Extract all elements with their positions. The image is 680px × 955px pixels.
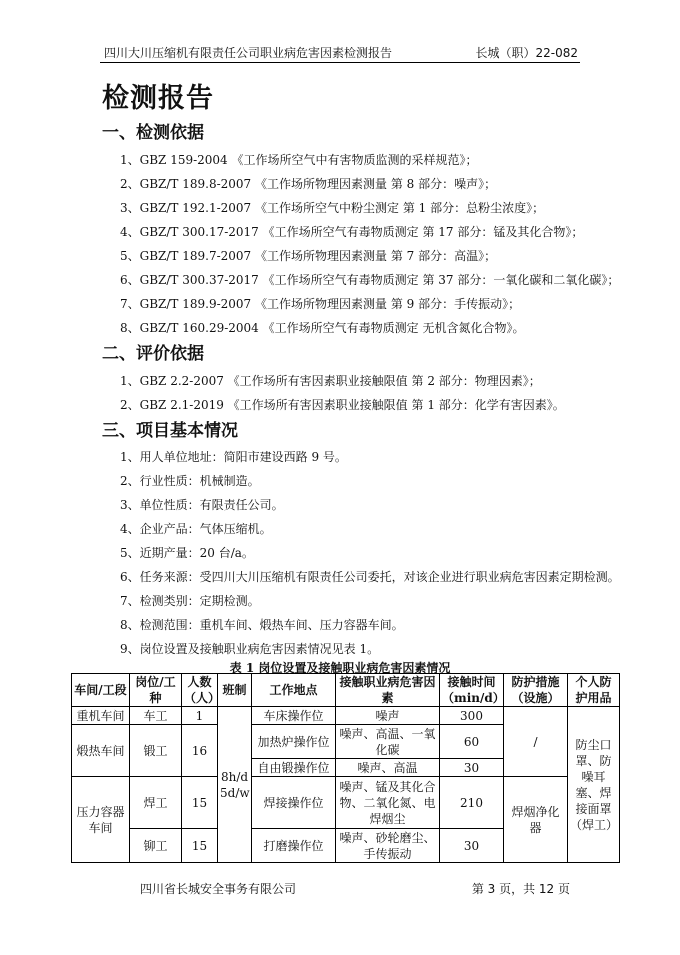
- basis-item: 7、GBZ/T 189.9-2007 《工作场所物理因素测量 第 9 部分：手传振动》；: [120, 297, 521, 311]
- section-basis-heading: 一、检测依据: [102, 123, 204, 143]
- section-project-heading: 三、项目基本情况: [102, 421, 238, 441]
- basis-item: 3、GBZ/T 192.1-2007 《工作场所空气中粉尘测定 第 1 部分：总粉尘浓度》；: [120, 201, 545, 215]
- col-header-time: 接触时间（min/d）: [440, 674, 504, 707]
- basis-item: 4、GBZ/T 300.17-2017 《工作场所空气有毒物质测定 第 17 部分：锰及其化合物》；: [120, 225, 584, 239]
- cell-count: 15: [182, 777, 218, 829]
- project-item: 9、岗位设置及接触职业病危害因素情况见表 1。: [120, 642, 380, 656]
- col-header-protection: 防护措施（设施）: [504, 674, 568, 707]
- footer-company: 四川省长城安全事务有限公司: [140, 882, 297, 896]
- cell-workshop: 压力容器车间: [72, 777, 130, 863]
- project-item: 1、用人单位地址：简阳市建设西路 9 号。: [120, 450, 347, 464]
- col-header-workshop: 车间/工段: [72, 674, 130, 707]
- cell-factors: 噪声、高温: [336, 759, 440, 777]
- project-item: 4、企业产品：气体压缩机。: [120, 522, 272, 536]
- page-header: [100, 42, 580, 63]
- footer-page-number: 第 3 页，共 12 页: [471, 882, 570, 896]
- cell-count: 1: [182, 707, 218, 725]
- evaluation-item: 2、GBZ 2.1-2019 《工作场所有害因素职业接触限值 第 1 部分：化学有害因素》。: [120, 398, 565, 412]
- cell-time: 30: [440, 759, 504, 777]
- col-header-location: 工作地点: [252, 674, 336, 707]
- cell-post: 铆工: [130, 829, 182, 863]
- project-item: 2、行业性质：机械制造。: [120, 474, 260, 488]
- cell-post: 焊工: [130, 777, 182, 829]
- cell-shift: 8h/d 5d/w: [218, 707, 252, 863]
- basis-item: 6、GBZ/T 300.37-2017 《工作场所空气有毒物质测定 第 37 部分：一氧化碳和二氧化碳》；: [120, 273, 620, 287]
- project-item: 8、检测范围：重机车间、煅热车间、压力容器车间。: [120, 618, 404, 632]
- cell-post: 锻工: [130, 725, 182, 777]
- header-report-title: 四川大川压缩机有限责任公司职业病危害因素检测报告: [104, 46, 393, 60]
- cell-workshop: 煅热车间: [72, 725, 130, 777]
- page-title: 检测报告: [102, 83, 214, 114]
- cell-location: 车床操作位: [252, 707, 336, 725]
- project-item: 6、任务来源：受四川大川压缩机有限责任公司委托，对该企业进行职业病危害因素定期检测。: [120, 570, 620, 584]
- cell-count: 15: [182, 829, 218, 863]
- cell-factors: 噪声、锰及其化合物、二氧化氮、电焊烟尘: [336, 777, 440, 829]
- table-row: [72, 707, 620, 725]
- cell-ppe: 防尘口罩、防噪耳塞、焊接面罩（焊工）: [568, 707, 620, 863]
- cell-protection: /: [504, 707, 568, 777]
- project-item: 5、近期产量：20 台/a。: [120, 546, 254, 560]
- col-header-shift: 班制: [218, 674, 252, 707]
- basis-item: 2、GBZ/T 189.8-2007 《工作场所物理因素测量 第 8 部分：噪声》；: [120, 177, 497, 191]
- post-hazard-table: [71, 673, 620, 863]
- basis-item: 1、GBZ 159-2004 《工作场所空气中有害物质监测的采样规范》；: [120, 153, 478, 167]
- basis-item: 8、GBZ/T 160.29-2004 《工作场所空气有毒物质测定 无机含氮化合物》。: [120, 321, 525, 335]
- cell-time: 30: [440, 829, 504, 863]
- table-header-row: [72, 674, 620, 707]
- cell-factors: 噪声、砂轮磨尘、手传振动: [336, 829, 440, 863]
- cell-location: 打磨操作位: [252, 829, 336, 863]
- table-caption: 表 1 岗位设置及接触职业病危害因素情况: [229, 661, 451, 675]
- project-item: 7、检测类别：定期检测。: [120, 594, 260, 608]
- col-header-ppe: 个人防护用品: [568, 674, 620, 707]
- table-row: [72, 777, 620, 829]
- cell-protection: 焊烟净化器: [504, 777, 568, 863]
- cell-time: 210: [440, 777, 504, 829]
- header-report-number: 长城（职）22-082: [475, 46, 578, 60]
- col-header-count: 人数（人）: [182, 674, 218, 707]
- cell-location: 加热炉操作位: [252, 725, 336, 759]
- basis-item: 5、GBZ/T 189.7-2007 《工作场所物理因素测量 第 7 部分：高温》；: [120, 249, 497, 263]
- cell-time: 60: [440, 725, 504, 759]
- cell-count: 16: [182, 725, 218, 777]
- cell-time: 300: [440, 707, 504, 725]
- evaluation-item: 1、GBZ 2.2-2007 《工作场所有害因素职业接触限值 第 2 部分：物理因素》；: [120, 374, 541, 388]
- col-header-post: 岗位/工种: [130, 674, 182, 707]
- cell-factors: 噪声: [336, 707, 440, 725]
- col-header-factors: 接触职业病危害因素: [336, 674, 440, 707]
- cell-factors: 噪声、高温、一氧化碳: [336, 725, 440, 759]
- section-evaluation-heading: 二、评价依据: [102, 344, 204, 364]
- project-item: 3、单位性质：有限责任公司。: [120, 498, 284, 512]
- cell-post: 车工: [130, 707, 182, 725]
- cell-workshop: 重机车间: [72, 707, 130, 725]
- cell-location: 自由锻操作位: [252, 759, 336, 777]
- cell-location: 焊接操作位: [252, 777, 336, 829]
